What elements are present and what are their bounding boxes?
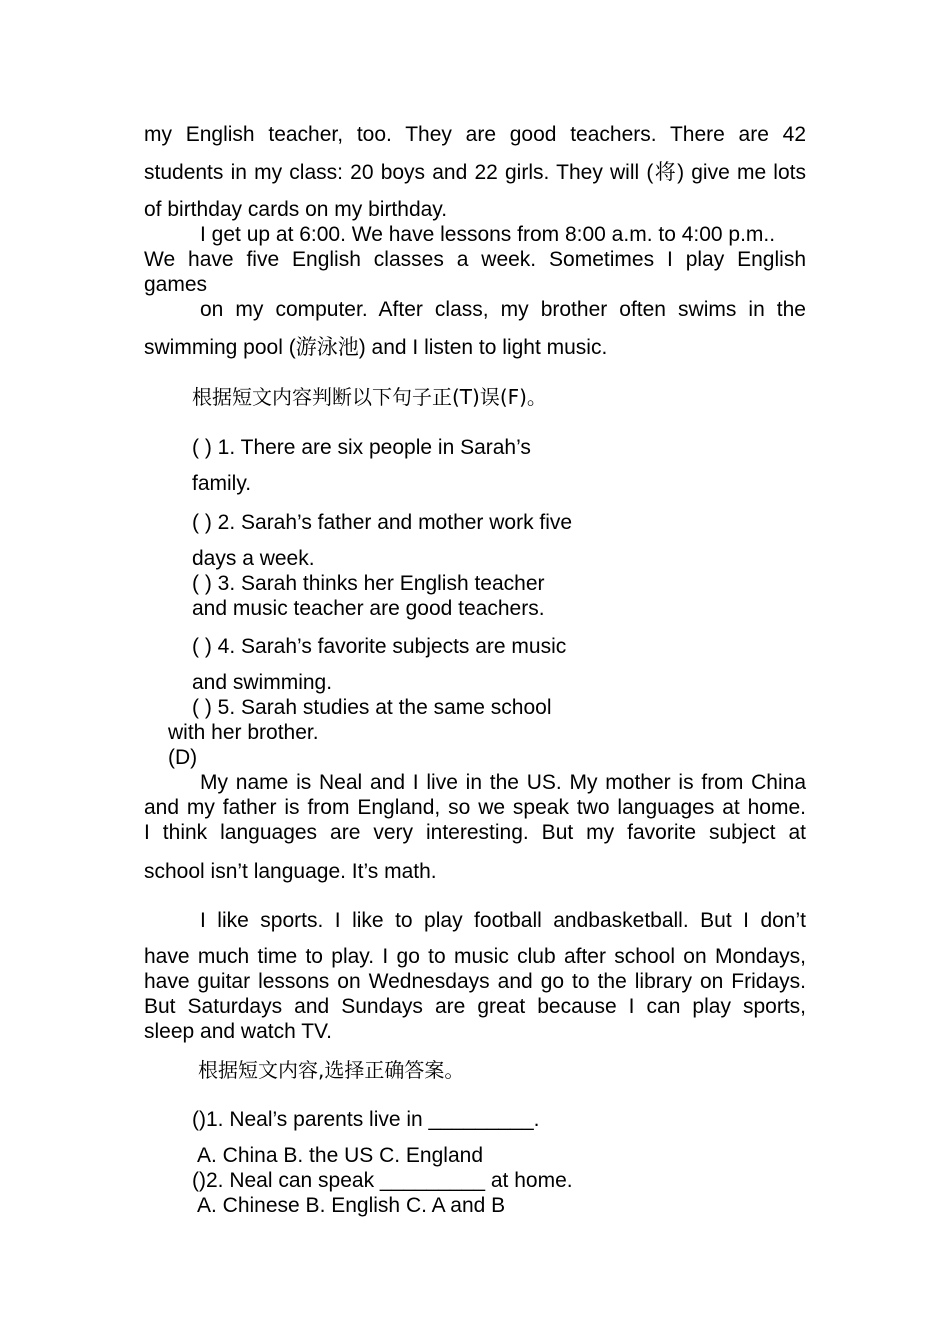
passage-c-line: my English teacher, too. They are good teachers. There are 42 [144, 123, 806, 146]
passage-c-line: games [144, 273, 208, 296]
passage-c-line: swimming pool (游泳池) and I listen to light music. [144, 336, 608, 359]
tf-instruction: 根据短文内容判断以下句子正(T)误(F)。 [192, 385, 547, 409]
section-d-line: I like sports. I like to play football andbasketball. But I don’t [200, 909, 806, 932]
passage-c-line: I get up at 6:00. We have lessons from 8:00 a.m. to 4:00 p.m.. [200, 223, 776, 246]
mc-question-line: ()1. Neal’s parents live in _________. [192, 1108, 540, 1131]
passage-c-line: of birthday cards on my birthday. [144, 198, 448, 221]
mc-option-line: A. China B. the US C. England [197, 1144, 483, 1167]
section-d-line: school isn’t language. It’s math. [144, 860, 437, 883]
tf-question-line: ( ) 1. There are six people in Sarah’s [192, 436, 531, 459]
section-d-line: I think languages are very interesting. But my favorite subject at [144, 821, 806, 844]
section-d-line: and my father is from England, so we speak two languages at home. [144, 796, 806, 819]
passage-c-line: We have five English classes a week. Sometimes I play English [144, 248, 806, 271]
section-d-label: (D) [168, 746, 198, 769]
tf-question-line: ( ) 5. Sarah studies at the same school [192, 696, 552, 719]
tf-question-line: with her brother. [168, 721, 319, 744]
passage-c-line: students in my class: 20 boys and 22 girls. They will (将) give me lots [144, 161, 806, 184]
section-d-line: have much time to play. I go to music club after school on Mondays, [144, 945, 806, 968]
section-d-line: have guitar lessons on Wednesdays and go to the library on Fridays. [144, 970, 806, 993]
tf-question-line: and swimming. [192, 671, 333, 694]
tf-question-line: days a week. [192, 547, 315, 570]
passage-c-line: on my computer. After class, my brother often swims in the [200, 298, 806, 321]
tf-question-line: ( ) 2. Sarah’s father and mother work five [192, 511, 573, 534]
mc-question-line: ()2. Neal can speak _________ at home. [192, 1169, 573, 1192]
tf-question-line: and music teacher are good teachers. [192, 597, 545, 620]
mc-option-line: A. Chinese B. English C. A and B [197, 1194, 506, 1217]
tf-question-line: ( ) 3. Sarah thinks her English teacher [192, 572, 545, 595]
section-d-line: My name is Neal and I live in the US. My mother is from China [200, 771, 806, 794]
section-d-line: But Saturdays and Sundays are great because I can play sports, [144, 995, 806, 1018]
section-d-line: sleep and watch TV. [144, 1020, 332, 1043]
tf-question-line: ( ) 4. Sarah’s favorite subjects are music [192, 635, 567, 658]
tf-question-line: family. [192, 472, 252, 495]
mc-instruction: 根据短文内容,选择正确答案。 [198, 1058, 465, 1082]
